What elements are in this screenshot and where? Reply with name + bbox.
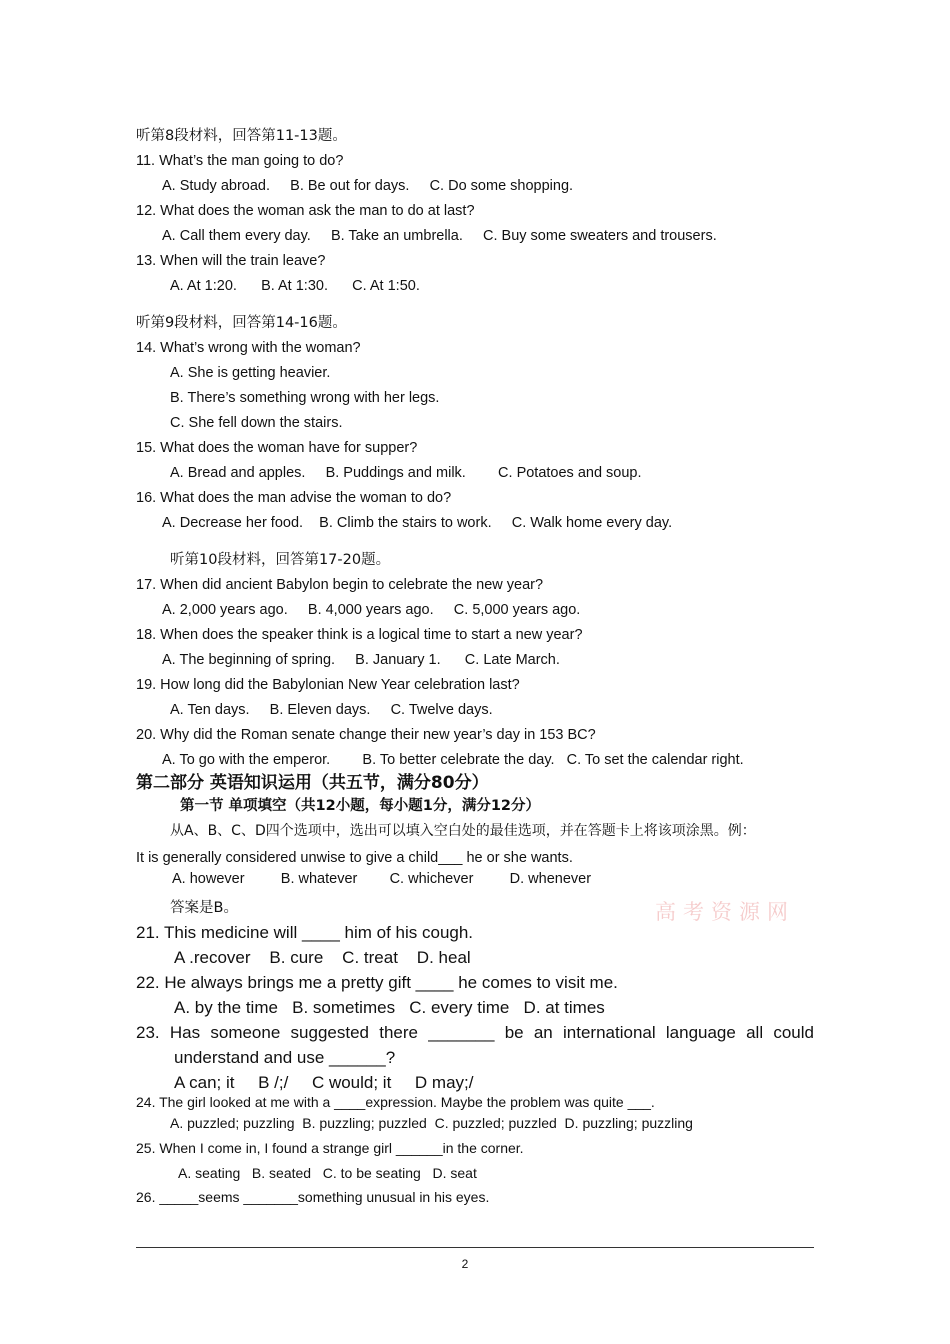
question-21-stem: 21. This medicine will ____ him of his cough. [136, 923, 474, 942]
watermark-logo: 高考资源网 [655, 900, 795, 924]
question-19-stem: 19. How long did the Babylonian New Year celebration last? [136, 677, 520, 693]
example-options: A. however B. whatever C. whichever D. whenever [172, 871, 592, 887]
question-21-options: A .recover B. cure C. treat D. heal [174, 948, 471, 967]
question-23-stem: 23. Has someone suggested there _______ be an international language all could [136, 1023, 814, 1042]
question-19-options: A. Ten days. B. Eleven days. C. Twelve days. [170, 702, 493, 718]
question-11-options: A. Study abroad. B. Be out for days. C. Do some shopping. [162, 178, 574, 194]
example-stem: It is generally considered unwise to give a child___ he or she wants. [136, 850, 573, 866]
question-13-options: A. At 1:20. B. At 1:30. C. At 1:50. [170, 278, 420, 294]
question-16-options: A. Decrease her food. B. Climb the stairs to work. C. Walk home every day. [162, 515, 673, 531]
question-20-stem: 20. Why did the Roman senate change their new year’s day in 153 BC? [136, 727, 596, 743]
question-23-options: A can; it B /;/ C would; it D may;/ [174, 1073, 474, 1092]
question-14-option-b: B. There’s something wrong with her legs. [170, 390, 440, 406]
question-12-options: A. Call them every day. B. Take an umbrella. C. Buy some sweaters and trousers. [162, 228, 717, 244]
page-number: 2 [461, 1257, 469, 1271]
question-14-option-c: C. She fell down the stairs. [170, 415, 343, 431]
question-14-stem: 14. What’s wrong with the woman? [136, 340, 361, 356]
question-26-stem: 26. _____seems _______something unusual in his eyes. [136, 1189, 490, 1205]
question-24-stem: 24. The girl looked at me with a ____expression. Maybe the problem was quite ___. [136, 1094, 655, 1110]
question-17-stem: 17. When did ancient Babylon begin to celebrate the new year? [136, 577, 544, 593]
section-10-header: 听第10段材料，回答第17-20题。 [170, 552, 391, 568]
question-12-stem: 12. What does the woman ask the man to do at last? [136, 203, 475, 219]
question-18-options: A. The beginning of spring. B. January 1. C. Late March. [162, 652, 560, 668]
example-answer: 答案是B。 [170, 900, 238, 916]
question-25-options: A. seating B. seated C. to be seating D. seat [178, 1165, 477, 1181]
question-24-options: A. puzzled; puzzling B. puzzling; puzzled C. puzzled; puzzled D. puzzling; puzzling [170, 1115, 693, 1131]
question-17-options: A. 2,000 years ago. B. 4,000 years ago. C. 5,000 years ago. [162, 602, 581, 618]
question-13-stem: 13. When will the train leave? [136, 253, 326, 269]
question-15-stem: 15. What does the woman have for supper? [136, 440, 418, 456]
question-15-options: A. Bread and apples. B. Puddings and milk. C. Potatoes and soup. [170, 465, 642, 481]
instruction-text: 从A、B、C、D四个选项中，选出可以填入空白处的最佳选项，并在答题卡上将该项涂黑。例： [170, 823, 756, 839]
question-16-stem: 16. What does the man advise the woman to do? [136, 490, 452, 506]
question-22-options: A. by the time B. sometimes C. every time D. at times [174, 998, 605, 1017]
question-20-options: A. To go with the emperor. B. To better celebrate the day. C. To set the calendar right. [162, 752, 744, 768]
section-1-title: 第一节 单项填空（共12小题，每小题1分，满分12分） [180, 798, 540, 814]
part-2-title: 第二部分 英语知识运用（共五节，满分80分） [136, 773, 489, 793]
question-25-stem: 25. When I come in, I found a strange girl ______in the corner. [136, 1140, 524, 1156]
section-9-header: 听第9段材料，回答第14-16题。 [136, 315, 347, 331]
footer-divider [136, 1247, 814, 1248]
question-23-stem-continued: understand and use ______? [174, 1048, 396, 1067]
question-11-stem: 11. What’s the man going to do? [136, 153, 344, 169]
question-14-option-a: A. She is getting heavier. [170, 365, 331, 381]
section-8-header: 听第8段材料，回答第11-13题。 [136, 128, 347, 144]
question-22-stem: 22. He always brings me a pretty gift ____ he comes to visit me. [136, 973, 618, 992]
question-18-stem: 18. When does the speaker think is a logical time to start a new year? [136, 627, 583, 643]
